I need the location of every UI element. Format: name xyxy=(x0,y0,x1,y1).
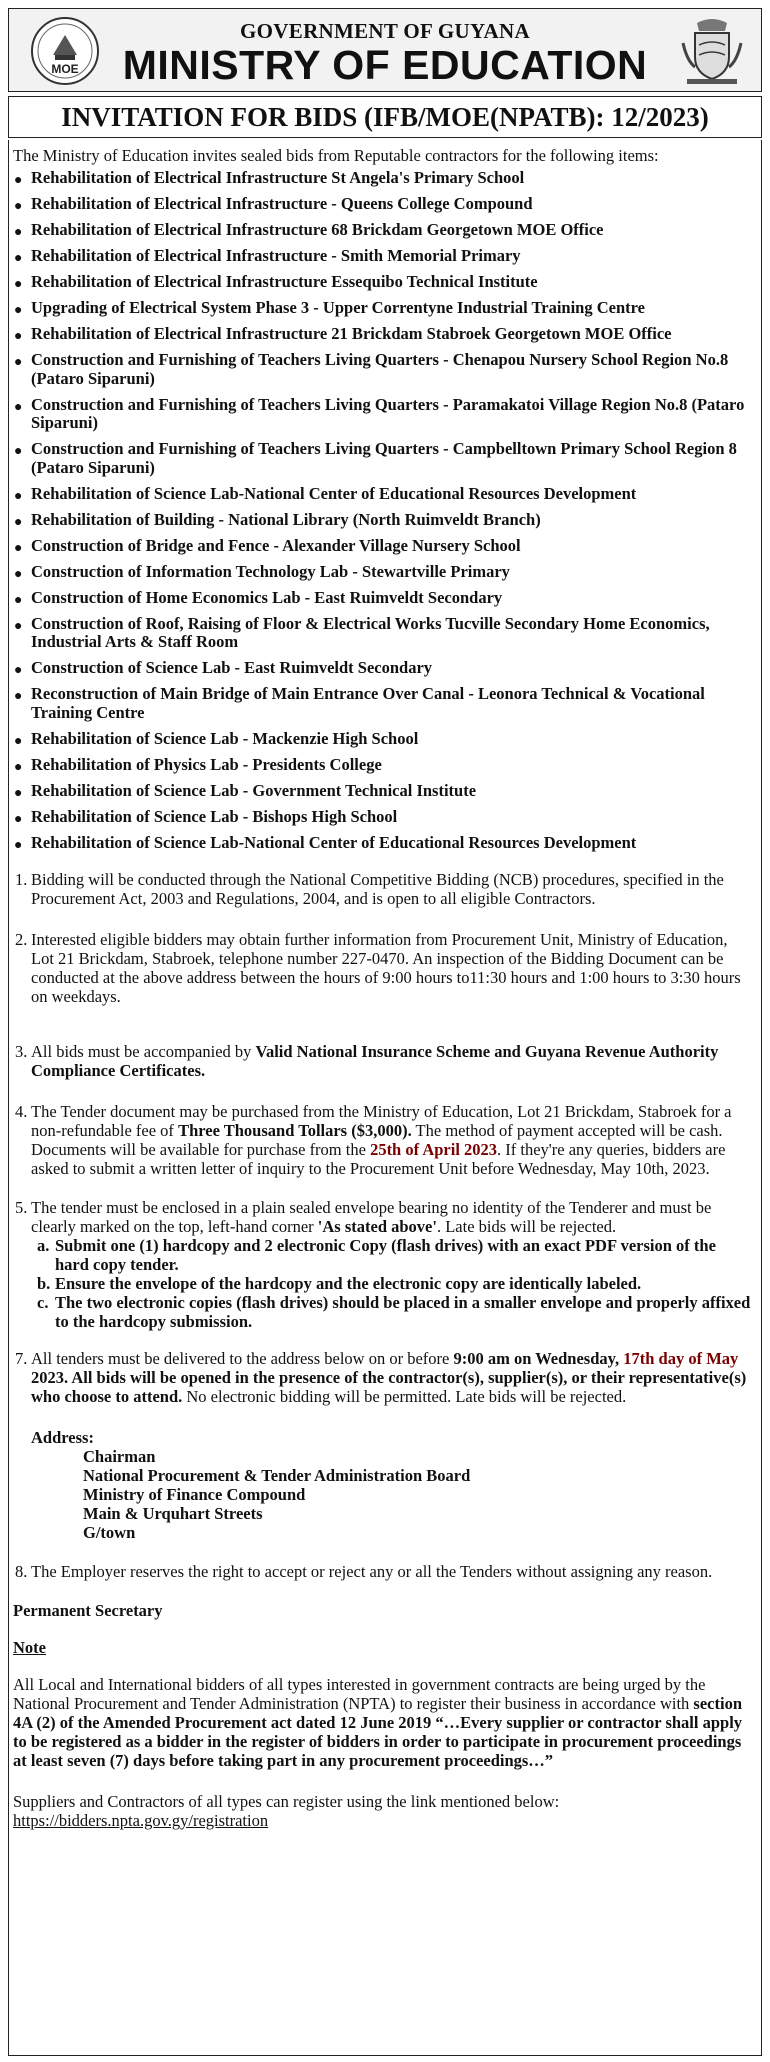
address-label: Address: xyxy=(31,1428,94,1447)
note-paragraph: All Local and International bidders of all types interested in government contracts are being urged by the National Procurement and Tender Administration (NPTA) to register their business in accordance with section 4A (2) of the Amended Procurement act dated 12 June 2019 “…Every supplier or contractor shall apply to be registered as a bidder in the register of bidders in order to participate in procurement proceedings at least seven (7) days before taking part in any procurement proceedings…” xyxy=(13,1675,743,1770)
list-item: ● Construction and Furnishing of Teachers Living Quarters - Paramakatoi Village Region No.8 (Pataro Siparuni) xyxy=(14,394,745,432)
bullet-icon: ● xyxy=(14,225,23,240)
bullet-icon: ● xyxy=(14,837,23,853)
list-item: ● Rehabilitation of Physics Lab - Presidents College xyxy=(13,756,753,775)
clause-1: 1. Bidding will be conducted through the National Competitive Bidding (NCB) procedures, specified in the Procurement Act, 2003 and Regulations, 2004, and is open to all eligible Contractors. xyxy=(15,870,724,908)
address-line: Ministry of Finance Compound xyxy=(83,1485,306,1504)
registration-link[interactable]: https://bidders.npta.gov.gy/registration xyxy=(13,1811,269,1830)
bullet-icon: ● xyxy=(14,303,23,318)
list-item: ● Rehabilitation of Electrical Infrastructure - Queens College Compound xyxy=(13,195,753,214)
bullet-icon: ● xyxy=(14,277,23,292)
bullet-icon: ● xyxy=(14,488,23,504)
bid-items-list xyxy=(13,169,753,852)
bullet-icon: ● xyxy=(14,759,23,775)
list-item: ● Rehabilitation of Electrical Infrastructure St Angela's Primary School xyxy=(13,169,753,188)
list-item: ● Reconstruction of Main Bridge of Main Entrance Over Canal - Leonora Technical & Vocational Training Centre xyxy=(14,684,705,722)
bullet-icon: ● xyxy=(14,251,23,266)
government-title: GOVERNMENT OF GUYANA xyxy=(240,19,530,43)
delivery-address xyxy=(13,1428,753,1542)
list-item: ● Construction of Home Economics Lab - East Ruimveldt Secondary xyxy=(13,589,753,608)
notice-body xyxy=(8,140,762,2056)
bullet-icon: ● xyxy=(14,663,23,678)
clause-4: 4. The Tender document may be purchased from the Ministry of Education, Lot 21 Brickdam, Stabroek for a non-refundable fee of Three Thousand Tollars ($3,000). The method of payment accepted will be cash. Documents will be available for purchase from the 25th of April 2023. If they're any queries, bidders are asked to submit a written letter of inquiry to the Procurement Unit before Wednesday, May 10th, 2023. xyxy=(15,1102,732,1178)
bullet-icon: ● xyxy=(14,540,23,556)
address-line: Chairman xyxy=(83,1447,156,1466)
list-item: ● Construction of Roof, Raising of Floor & Electrical Works Tucville Secondary Home Economics, Industrial Arts & Staff Room xyxy=(14,613,710,651)
list-item: ● Rehabilitation of Science Lab - Bishops High School xyxy=(13,808,753,827)
intro-paragraph: The Ministry of Education invites sealed bids from Reputable contractors for the following items: xyxy=(13,146,659,165)
address-line: G/town xyxy=(83,1523,136,1542)
address-line: Main & Urquhart Streets xyxy=(83,1504,263,1523)
list-item: ● Construction of Science Lab - East Ruimveldt Secondary xyxy=(13,659,753,678)
bullet-icon: ● xyxy=(14,355,23,370)
list-item: ● Construction of Bridge and Fence - Alexander Village Nursery School xyxy=(13,537,753,556)
clause-7: 7. All tenders must be delivered to the address below on or before 9:00 am on Wednesday, 17th day of May 2023. All bids will be opened in the presence of the contractor(s), supplier(s), or their representative(s) who choose to attend. No electronic bidding will be permitted. Late bids will be rejected. xyxy=(15,1349,747,1406)
list-item: ● Upgrading of Electrical System Phase 3 - Upper Correntyne Industrial Training Centre xyxy=(13,299,753,318)
bullet-icon: ● xyxy=(14,173,23,188)
list-item: ● Rehabilitation of Science Lab-National Center of Educational Resources Development xyxy=(13,834,753,853)
bullet-icon: ● xyxy=(14,785,23,801)
clause-5-item-c: c. The two electronic copies (flash drives) should be placed in a smaller envelope and properly affixed to the hardcopy submission. xyxy=(37,1293,751,1331)
bullet-icon: ● xyxy=(14,444,23,459)
list-item: ● Rehabilitation of Electrical Infrastructure Essequibo Technical Institute xyxy=(13,273,753,292)
clause-2: 2. Interested eligible bidders may obtain further information from Procurement Unit, Ministry of Education, Lot 21 Brickdam, Stabroek, telephone number 227-0470. An inspection of the Bidding Document can be conducted at the above address between the hours of 9:00 hours to11:30 hours and 1:00 hours to 3:30 hours on weekdays. xyxy=(15,930,741,1006)
bullet-icon: ● xyxy=(14,618,23,634)
clause-5: 5. The tender must be enclosed in a plain sealed envelope bearing no identity of the Tenderer and must be clearly marked on the top, left-hand corner 'As stated above'. Late bids will be rejected. a. Submit one (1) hardcopy and 2 electronic Copy (flash drives) with an exact PDF version of the hard copy tender. b. Ensure the envelope of the hardcopy and the electronic copy are identically labeled. c. The two electronic copies (flash drives) should be placed in a smaller envelope and properly affixed to the hardcopy submission. xyxy=(13,1198,753,1331)
bullet-icon: ● xyxy=(14,733,23,749)
bullet-icon: ● xyxy=(14,399,23,415)
signature-title: Permanent Secretary xyxy=(13,1601,163,1620)
registration-paragraph: Suppliers and Contractors of all types can register using the link mentioned below: https://bidders.npta.gov.gy/registration xyxy=(13,1792,560,1830)
bullet-icon: ● xyxy=(14,199,23,214)
moe-logo-text: MOE xyxy=(51,62,79,76)
ministry-title: MINISTRY OF EDUCATION xyxy=(122,42,648,88)
ifb-title: INVITATION FOR BIDS (IFB/MOE(NPATB): 12/2023) xyxy=(8,96,762,138)
bullet-icon: ● xyxy=(14,329,23,344)
list-item: ● Rehabilitation of Electrical Infrastructure - Smith Memorial Primary xyxy=(13,247,753,266)
clause-8: 8. The Employer reserves the right to accept or reject any or all the Tenders without assigning any reason. xyxy=(15,1562,713,1581)
list-item: ● Rehabilitation of Electrical Infrastructure 68 Brickdam Georgetown MOE Office xyxy=(13,221,753,240)
bullet-icon: ● xyxy=(14,689,23,704)
clause-5-item-a: a. Submit one (1) hardcopy and 2 electronic Copy (flash drives) with an exact PDF version of the hard copy tender. xyxy=(37,1236,716,1274)
address-line: National Procurement & Tender Administration Board xyxy=(83,1466,471,1485)
list-item: ● Rehabilitation of Science Lab - Mackenzie High School xyxy=(13,730,753,749)
coat-of-arms-icon xyxy=(677,15,747,87)
list-item: ● Rehabilitation of Science Lab - Government Technical Institute xyxy=(13,782,753,801)
list-item: ● Rehabilitation of Electrical Infrastructure 21 Brickdam Stabroek Georgetown MOE Office xyxy=(13,325,753,344)
ministry-header xyxy=(8,8,762,92)
note-heading: Note xyxy=(13,1638,46,1657)
bullet-icon: ● xyxy=(14,811,23,827)
list-item: ● Construction and Furnishing of Teachers Living Quarters - Campbelltown Primary School Region 8 (Pataro Siparuni) xyxy=(14,439,737,477)
bullet-icon: ● xyxy=(14,566,23,582)
bullet-icon: ● xyxy=(14,514,23,530)
clause-3: 3. All bids must be accompanied by Valid National Insurance Scheme and Guyana Revenue Authority Compliance Certificates. xyxy=(15,1042,719,1080)
list-item: ● Rehabilitation of Building - National Library (North Ruimveldt Branch) xyxy=(13,511,753,530)
bullet-icon: ● xyxy=(14,592,23,608)
clause-5-item-b: b. Ensure the envelope of the hardcopy and the electronic copy are identically labeled. xyxy=(37,1274,642,1293)
list-item: ● Construction of Information Technology Lab - Stewartville Primary xyxy=(13,563,753,582)
list-item: ● Construction and Furnishing of Teachers Living Quarters - Chenapou Nursery School Region No.8 (Pataro Siparuni) xyxy=(14,350,729,388)
list-item: ● Rehabilitation of Science Lab-National Center of Educational Resources Development xyxy=(13,485,753,504)
